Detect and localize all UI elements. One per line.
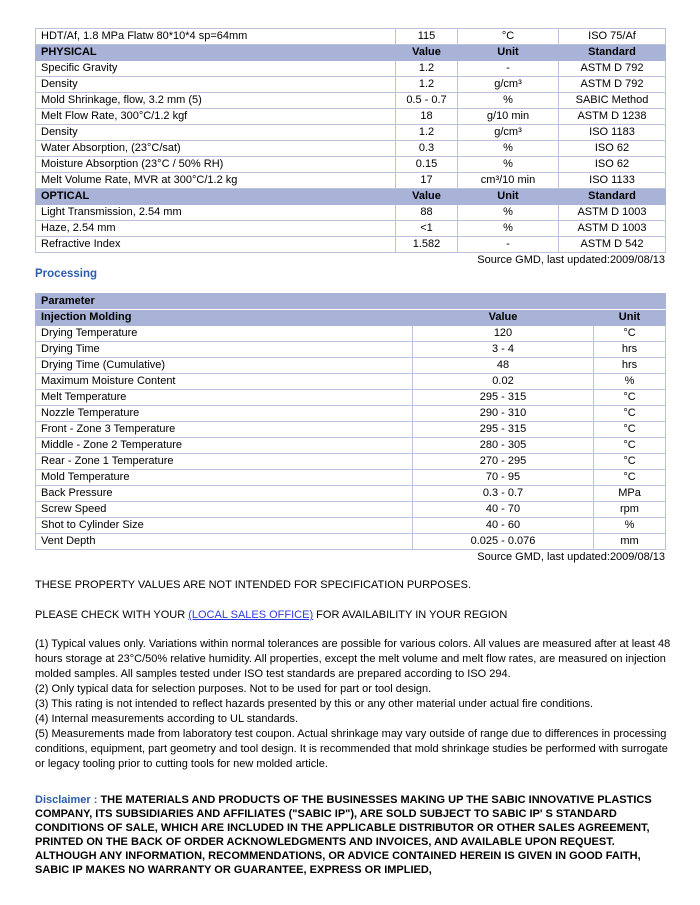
table-row	[36, 502, 666, 518]
table-cell: 18	[396, 109, 458, 125]
table-header-cell: Unit	[594, 310, 666, 326]
footnote-3: (3) This rating is not intended to reflect hazards presented by this or any other material under actual fire conditions.	[35, 698, 594, 710]
table-cell: Drying Time	[36, 342, 413, 358]
table-cell: Melt Flow Rate, 300°C/1.2 kgf	[36, 109, 396, 125]
table-cell: Mold Temperature	[36, 470, 413, 486]
table-cell: mm	[594, 534, 666, 550]
table-row	[36, 390, 666, 406]
table-cell: °C	[594, 470, 666, 486]
table-cell: Moisture Absorption (23°C / 50% RH)	[36, 157, 396, 173]
table-cell: hrs	[594, 358, 666, 374]
table-cell: Screw Speed	[36, 502, 413, 518]
table-row	[36, 454, 666, 470]
table-row	[36, 358, 666, 374]
table-cell: %	[594, 374, 666, 390]
table-row	[36, 470, 666, 486]
table-row	[36, 157, 666, 173]
table-cell: SABIC Method	[559, 93, 666, 109]
table-cell: Mold Shrinkage, flow, 3.2 mm (5)	[36, 93, 396, 109]
table-header-cell: PHYSICAL	[36, 45, 396, 61]
table-cell: cm³/10 min	[458, 173, 559, 189]
table-row	[36, 326, 666, 342]
table-cell: 0.3	[396, 141, 458, 157]
table-cell: Density	[36, 77, 396, 93]
table-row	[36, 374, 666, 390]
table-row	[36, 77, 666, 93]
table-cell: ISO 62	[559, 157, 666, 173]
table-cell: MPa	[594, 486, 666, 502]
table-row	[36, 422, 666, 438]
table-cell: 0.3 - 0.7	[413, 486, 594, 502]
table-row	[36, 29, 666, 45]
table-cell: 115	[396, 29, 458, 45]
table-cell: 1.2	[396, 77, 458, 93]
table-header-cell: Unit	[458, 189, 559, 205]
local-sales-office-link[interactable]: (LOCAL SALES OFFICE)	[188, 609, 314, 621]
table-cell: -	[458, 237, 559, 253]
table-cell: Haze, 2.54 mm	[36, 221, 396, 237]
table-row	[36, 205, 666, 221]
table-cell: ASTM D 542	[559, 237, 666, 253]
table-cell: Drying Time (Cumulative)	[36, 358, 413, 374]
table-cell: HDT/Af, 1.8 MPa Flatw 80*10*4 sp=64mm	[36, 29, 396, 45]
table-row	[36, 486, 666, 502]
table-cell: 295 - 315	[413, 390, 594, 406]
table-cell: °C	[594, 390, 666, 406]
table-cell: 3 - 4	[413, 342, 594, 358]
table-row	[36, 93, 666, 109]
table-cell: 120	[413, 326, 594, 342]
table-cell: g/10 min	[458, 109, 559, 125]
table-cell: 88	[396, 205, 458, 221]
table-row	[36, 518, 666, 534]
table-cell: Shot to Cylinder Size	[36, 518, 413, 534]
table-cell: rpm	[594, 502, 666, 518]
table-header-cell: Value	[396, 189, 458, 205]
table-cell: 48	[413, 358, 594, 374]
table-cell: %	[458, 157, 559, 173]
table-cell: Water Absorption, (23°C/sat)	[36, 141, 396, 157]
table-cell: 290 - 310	[413, 406, 594, 422]
table-row	[36, 310, 666, 326]
table-cell: 0.02	[413, 374, 594, 390]
table-cell: °C	[594, 406, 666, 422]
source-note: Source GMD, last updated:2009/08/13	[477, 551, 665, 563]
table-cell: Maximum Moisture Content	[36, 374, 413, 390]
table-cell: Back Pressure	[36, 486, 413, 502]
disclaimer-text: THE MATERIALS AND PRODUCTS OF THE BUSINESSES MAKING UP THE SABIC INNOVATIVE PLASTICS COMPANY, ITS SUBSIDIARIES AND AFFILIATES ("SABIC IP"), ARE SOLD SUBJECT TO SABIC IP' S STANDARD CONDITIONS OF SALE, WHICH ARE INCLUDED IN THE APPLICABLE DISTRIBUTOR OR OTHER SALES AGREEMENT, PRINTED ON THE BACK OF ORDER ACKNOWLEDGMENTS AND INVOICES, AND AVAILABLE UPON REQUEST. ALTHOUGH ANY INFORMATION, RECOMMENDATIONS, OR ADVICE CONTAINED HEREIN IS GIVEN IN GOOD FAITH, SABIC IP MAKES NO WARRANTY OR GUARANTEE, EXPRESS OR IMPLIED,	[35, 794, 652, 876]
table-cell: °C	[458, 29, 559, 45]
table-cell: Middle - Zone 2 Temperature	[36, 438, 413, 454]
table-cell: Refractive Index	[36, 237, 396, 253]
table-cell: Light Transmission, 2.54 mm	[36, 205, 396, 221]
disclaimer-label: Disclaimer :	[35, 794, 98, 806]
availability-suffix: FOR AVAILABILITY IN YOUR REGION	[313, 609, 508, 621]
table-cell: Nozzle Temperature	[36, 406, 413, 422]
table-cell: <1	[396, 221, 458, 237]
table-cell: 0.15	[396, 157, 458, 173]
table-row	[36, 438, 666, 454]
table-cell: ISO 62	[559, 141, 666, 157]
table-cell: ISO 75/Af	[559, 29, 666, 45]
footnote-2: (2) Only typical data for selection purposes. Not to be used for part or tool design.	[35, 683, 432, 695]
table-row	[36, 141, 666, 157]
table-header-cell: Value	[396, 45, 458, 61]
table-cell: 280 - 305	[413, 438, 594, 454]
table-cell: %	[458, 221, 559, 237]
table-header-cell: OPTICAL	[36, 189, 396, 205]
table-row	[36, 125, 666, 141]
table-cell: Density	[36, 125, 396, 141]
table-row	[36, 221, 666, 237]
table-cell: Melt Temperature	[36, 390, 413, 406]
table-row	[36, 45, 666, 61]
table-cell: 1.2	[396, 61, 458, 77]
table-cell: Specific Gravity	[36, 61, 396, 77]
source-note: Source GMD, last updated:2009/08/13	[477, 254, 665, 266]
table-row	[36, 61, 666, 77]
table-cell: ISO 1133	[559, 173, 666, 189]
table-cell: °C	[594, 422, 666, 438]
table-cell: 1.582	[396, 237, 458, 253]
table-cell: Melt Volume Rate, MVR at 300°C/1.2 kg	[36, 173, 396, 189]
table-cell: hrs	[594, 342, 666, 358]
footnote-5: (5) Measurements made from laboratory test coupon. Actual shrinkage may vary outside of range due to differences in processing conditions, equipment, part geometry and tool design. It is recommended that mold shrinkage studies be performed with surrogate or legacy tooling prior to cutting tools for new molded article.	[35, 728, 668, 770]
table-row	[36, 189, 666, 205]
table-cell: °C	[594, 454, 666, 470]
processing-section-heading: Processing	[35, 268, 97, 280]
table-cell: ASTM D 1003	[559, 221, 666, 237]
table-cell: ASTM D 1238	[559, 109, 666, 125]
table-header-cell: Standard	[559, 189, 666, 205]
table-header-cell: Injection Molding	[36, 310, 413, 326]
table-cell: g/cm³	[458, 125, 559, 141]
table-cell: 17	[396, 173, 458, 189]
table-row	[36, 294, 666, 310]
table-cell: ASTM D 792	[559, 61, 666, 77]
table-header-cell: Standard	[559, 45, 666, 61]
table-cell: %	[458, 141, 559, 157]
footnote-1: (1) Typical values only. Variations within normal tolerances are possible for various colors. All values are measured after at least 48 hours storage at 23°C/50% relative humidity. All properties, except the melt volume and melt flow rates, are measured on injection molded samples. All samples tested under ISO test standards are prepared according to ISO 294.	[35, 638, 671, 680]
table-cell: ASTM D 792	[559, 77, 666, 93]
processing-parameters-table	[35, 293, 666, 550]
table-cell: °C	[594, 326, 666, 342]
table-cell: %	[458, 205, 559, 221]
table-cell: 70 - 95	[413, 470, 594, 486]
table-cell: %	[458, 93, 559, 109]
table-cell: -	[458, 61, 559, 77]
table-cell: g/cm³	[458, 77, 559, 93]
table-cell: 40 - 70	[413, 502, 594, 518]
table-cell: ISO 1183	[559, 125, 666, 141]
table-cell: 1.2	[396, 125, 458, 141]
footnote-4: (4) Internal measurements according to UL standards.	[35, 713, 299, 725]
table-cell: 270 - 295	[413, 454, 594, 470]
table-header-cell: Value	[413, 310, 594, 326]
table-header-cell: Unit	[458, 45, 559, 61]
table-row	[36, 406, 666, 422]
table-cell: %	[594, 518, 666, 534]
table-row	[36, 342, 666, 358]
specification-purpose-note: THESE PROPERTY VALUES ARE NOT INTENDED FOR SPECIFICATION PURPOSES.	[35, 579, 472, 591]
table-cell: ASTM D 1003	[559, 205, 666, 221]
table-row	[36, 109, 666, 125]
table-row	[36, 237, 666, 253]
table-cell: Front - Zone 3 Temperature	[36, 422, 413, 438]
footnotes	[35, 637, 677, 772]
disclaimer	[35, 793, 677, 877]
table-cell: 0.025 - 0.076	[413, 534, 594, 550]
table-cell: Rear - Zone 1 Temperature	[36, 454, 413, 470]
table-cell: 0.5 - 0.7	[396, 93, 458, 109]
availability-prefix: PLEASE CHECK WITH YOUR	[35, 609, 189, 621]
table-cell: Drying Temperature	[36, 326, 413, 342]
physical-properties-table	[35, 28, 666, 253]
table-cell: 40 - 60	[413, 518, 594, 534]
availability-note	[35, 609, 675, 622]
table-header-cell: Parameter	[36, 294, 666, 310]
table-row	[36, 534, 666, 550]
table-cell: °C	[594, 438, 666, 454]
table-row	[36, 173, 666, 189]
table-cell: 295 - 315	[413, 422, 594, 438]
table-cell: Vent Depth	[36, 534, 413, 550]
